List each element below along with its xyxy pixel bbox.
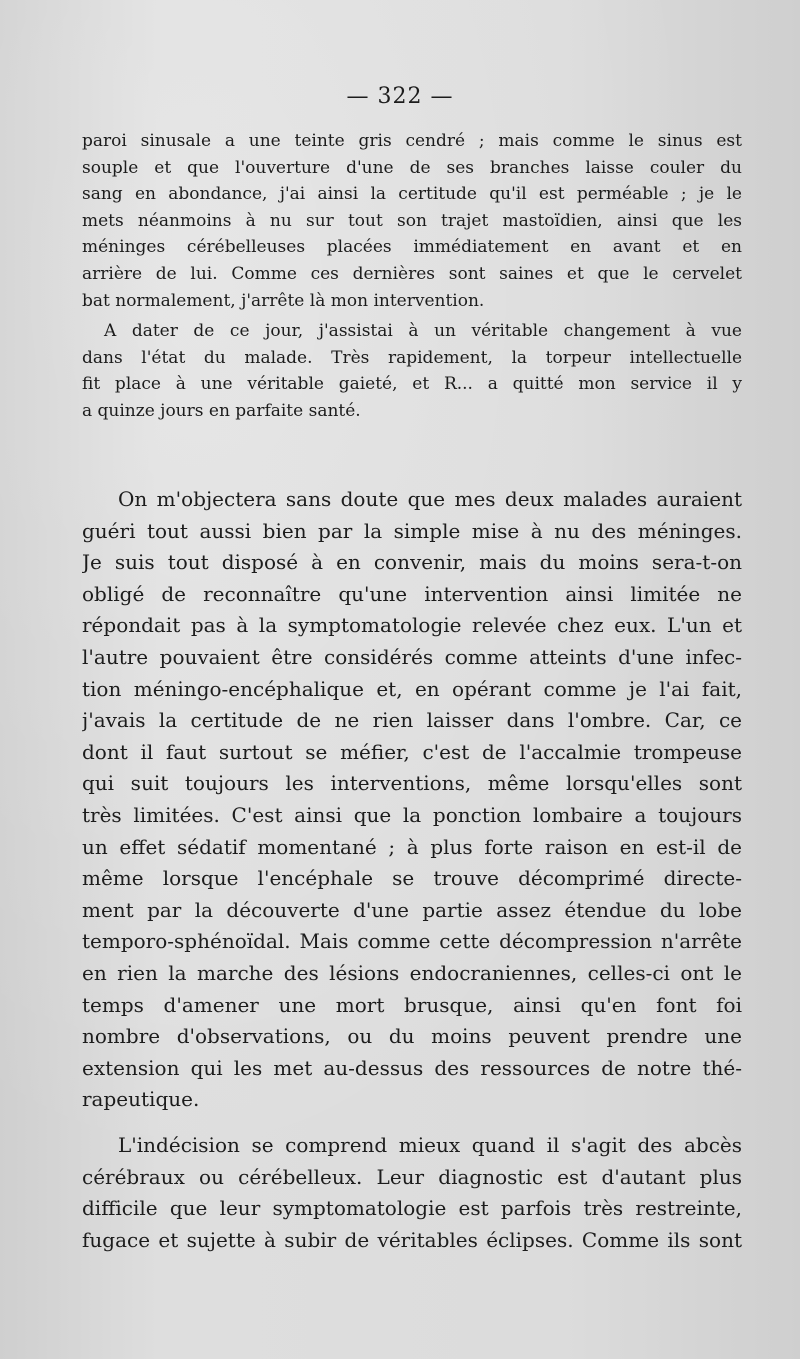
text-line: Je suis tout disposé à en convenir, mais du moins sera-t-on: [82, 550, 742, 575]
text-line: méninges cérébelleuses placées immédiatement en avant et en: [82, 237, 742, 258]
text-line: en rien la marche des lésions endocraniennes, celles-ci ont le: [82, 960, 742, 985]
text-line: qui suit toujours les interventions, même lorsqu'elles sont: [82, 771, 742, 796]
text-line: cérébraux ou cérébelleux. Leur diagnostic est d'autant plus: [82, 1164, 742, 1189]
text-line: temps d'amener une mort brusque, ainsi qu'en font foi: [82, 992, 742, 1017]
paragraph-1: [82, 128, 742, 314]
text-line: bat normalement, j'arrête là mon intervention.: [82, 290, 485, 311]
text-line: ment par la découverte d'une partie assez étendue du lobe: [82, 897, 742, 922]
text-line: guéri tout aussi bien par la simple mise à nu des méninges.: [82, 518, 742, 543]
text-line: paroi sinusale a une teinte gris cendré ; mais comme le sinus est: [82, 131, 742, 151]
text-line: dont il faut surtout se méfier, c'est de l'accalmie trompeuse: [82, 739, 742, 764]
text-line: très limitées. C'est ainsi que la ponction lombaire a toujours: [82, 802, 742, 827]
paragraph-4: [82, 1130, 742, 1256]
text-line: nombre d'observations, ou du moins peuvent prendre une: [82, 1024, 742, 1049]
text-line: On m'objectera sans doute que mes deux malades auraient: [118, 487, 742, 511]
text-line: un effet sédatif momentané ; à plus forte raison en est-il de: [82, 834, 742, 859]
text-line: arrière de lui. Comme ces dernières sont saines et que le cervelet: [82, 263, 742, 284]
text-line: sang en abondance, j'ai ainsi la certitude qu'il est perméable ; je le: [82, 184, 742, 205]
text-line: difficile que leur symptomatologie est parfois très restreinte,: [82, 1196, 742, 1221]
text-line: rapeutique.: [82, 1087, 200, 1112]
text-line: tion méningo-encéphalique et, en opérant comme je l'ai fait,: [82, 676, 742, 701]
text-line: A dater de ce jour, j'assistai à un véritable changement à vue: [104, 321, 742, 341]
text-line: l'autre pouvaient être considérés comme atteints d'une infec-: [82, 644, 742, 669]
text-line: mets néanmoins à nu sur tout son trajet mastoïdien, ainsi que les: [82, 210, 742, 231]
text-line: extension qui les met au-dessus des ressources de notre thé-: [82, 1055, 742, 1080]
text-line: même lorsque l'encéphale se trouve décomprimé directe-: [82, 866, 742, 891]
text-line: dans l'état du malade. Très rapidement, la torpeur intellectuelle: [82, 347, 742, 368]
text-line: fugace et sujette à subir de véritables éclipses. Comme ils sont: [82, 1227, 742, 1252]
text-line: souple et que l'ouverture d'une de ses branches laisse couler du: [82, 157, 742, 178]
paragraph-3: [82, 484, 742, 1116]
text-line: fit place à une véritable gaieté, et R... a quitté mon service il y: [82, 374, 742, 395]
text-line: j'avais la certitude de ne rien laisser dans l'ombre. Car, ce: [82, 708, 742, 733]
paragraph-2: [82, 318, 742, 424]
text-line: a quinze jours en parfaite santé.: [82, 400, 361, 421]
text-line: L'indécision se comprend mieux quand il s'agit des abcès: [118, 1133, 742, 1157]
text-line: temporo-sphénoïdal. Mais comme cette décompression n'arrête: [82, 929, 742, 954]
text-line: obligé de reconnaître qu'une intervention ainsi limitée ne: [82, 581, 742, 606]
page-number: — 322 —: [346, 84, 454, 109]
text-line: répondait pas à la symptomatologie relevée chez eux. L'un et: [82, 613, 742, 638]
